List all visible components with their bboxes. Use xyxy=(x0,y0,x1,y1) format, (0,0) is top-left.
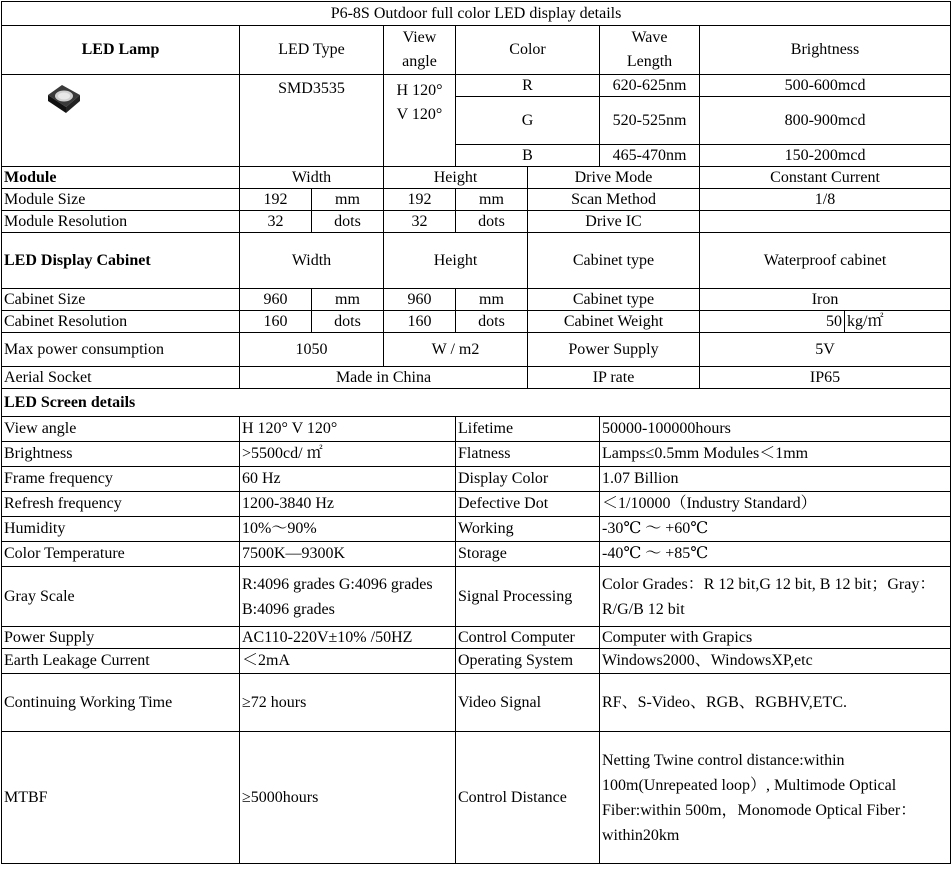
color-g: G xyxy=(456,97,600,145)
ip-rate-value: IP65 xyxy=(700,367,951,389)
screen-row-value-2: -40℃ ～ +85℃ xyxy=(600,542,951,567)
screen-row-value-2: Color Grades：R 12 bit,G 12 bit, B 12 bit；Gray：R/G/B 12 bit xyxy=(600,567,951,627)
screen-row-label: Frame frequency xyxy=(2,467,240,492)
cabinet-res-width: 160 xyxy=(240,311,312,333)
screen-row-value-2: 1.07 Billion xyxy=(600,467,951,492)
screen-details-header: LED Screen details xyxy=(2,389,951,417)
cabinet-size-height-unit: mm xyxy=(456,289,528,311)
page-title: P6-8S Outdoor full color LED display details xyxy=(2,2,951,26)
cabinet-weight-label: Cabinet Weight xyxy=(528,311,700,333)
brightness-header: Brightness xyxy=(700,26,951,75)
screen-row-label-2: Operating System xyxy=(456,649,600,674)
screen-row-value: 7500K—9300K xyxy=(240,542,456,567)
module-size-width-unit: mm xyxy=(312,189,384,211)
screen-row-value-2: Windows2000、WindowsXP,etc xyxy=(600,649,951,674)
aerial-socket-label: Aerial Socket xyxy=(2,367,240,389)
aerial-socket-value: Made in China xyxy=(240,367,528,389)
module-res-height: 32 xyxy=(384,211,456,233)
cabinet-res-width-unit: dots xyxy=(312,311,384,333)
led-type-header: LED Type xyxy=(240,26,384,75)
screen-row-label-2: Storage xyxy=(456,542,600,567)
cabinet-res-height-unit: dots xyxy=(456,311,528,333)
screen-row-label: Earth Leakage Current xyxy=(2,649,240,674)
color-r: R xyxy=(456,75,600,97)
screen-row-label: Gray Scale xyxy=(2,567,240,627)
cabinet-resolution-label: Cabinet Resolution xyxy=(2,311,240,333)
wave-b: 465-470nm xyxy=(600,145,700,167)
screen-row-label: Power Supply xyxy=(2,627,240,649)
cabinet-size-label: Cabinet Size xyxy=(2,289,240,311)
screen-row-label-2: Video Signal xyxy=(456,674,600,732)
screen-row-value: AC110-220V±10% /50HZ xyxy=(240,627,456,649)
power-supply-label: Power Supply xyxy=(528,333,700,367)
module-height-header: Height xyxy=(384,167,528,189)
module-width-header: Width xyxy=(240,167,384,189)
screen-row-value-2: Computer with Grapics xyxy=(600,627,951,649)
screen-row-label-2: Signal Processing xyxy=(456,567,600,627)
screen-row-value-2: Netting Twine control distance:within 100m(Unrepeated loop）, Multimode Optical Fiber:within 500m，Monomode Optical Fiber：within20km xyxy=(600,732,951,864)
screen-row-label: Color Temperature xyxy=(2,542,240,567)
screen-row-value: ＜2mA xyxy=(240,649,456,674)
view-angle-header: View angle xyxy=(384,26,456,75)
module-label: Module xyxy=(2,167,240,189)
screen-row-value: 60 Hz xyxy=(240,467,456,492)
screen-row-label-2: Lifetime xyxy=(456,417,600,442)
screen-row-label-2: Defective Dot xyxy=(456,492,600,517)
screen-row-value: ≥72 hours xyxy=(240,674,456,732)
color-b: B xyxy=(456,145,600,167)
screen-row-value-2: -30℃ ～ +60℃ xyxy=(600,517,951,542)
module-res-height-unit: dots xyxy=(456,211,528,233)
lamp-image-cell xyxy=(2,75,240,167)
module-res-width: 32 xyxy=(240,211,312,233)
max-power-label: Max power consumption xyxy=(2,333,240,367)
screen-row-value: >5500cd/ ㎡ xyxy=(240,442,456,467)
screen-row-value: 10%～90% xyxy=(240,517,456,542)
screen-row-label-2: Control Computer xyxy=(456,627,600,649)
cabinet-res-height: 160 xyxy=(384,311,456,333)
screen-row-label: Brightness xyxy=(2,442,240,467)
cabinet-material-value: Iron xyxy=(700,289,951,311)
lamp-header: LED Lamp xyxy=(2,26,240,75)
cabinet-type-value: Waterproof cabinet xyxy=(700,233,951,289)
cabinet-height-header: Height xyxy=(384,233,528,289)
module-size-height: 192 xyxy=(384,189,456,211)
scan-method-value: 1/8 xyxy=(700,189,951,211)
view-angle-value xyxy=(384,75,456,167)
cabinet-size-width-unit: mm xyxy=(312,289,384,311)
cabinet-label: LED Display Cabinet xyxy=(2,233,240,289)
drive-mode-value: Constant Current xyxy=(700,167,951,189)
brightness-b: 150-200mcd xyxy=(700,145,951,167)
screen-row-label-2: Display Color xyxy=(456,467,600,492)
module-size-height-unit: mm xyxy=(456,189,528,211)
cabinet-type-label: Cabinet type xyxy=(528,233,700,289)
wave-r: 620-625nm xyxy=(600,75,700,97)
cabinet-size-width: 960 xyxy=(240,289,312,311)
screen-row-label: Continuing Working Time xyxy=(2,674,240,732)
screen-row-label-2: Flatness xyxy=(456,442,600,467)
led-type-value: SMD3535 xyxy=(240,75,384,167)
drive-mode-label: Drive Mode xyxy=(528,167,700,189)
max-power-value: 1050 xyxy=(240,333,384,367)
screen-row-label: MTBF xyxy=(2,732,240,864)
screen-row-value: H 120° V 120° xyxy=(240,417,456,442)
screen-row-label-2: Working xyxy=(456,517,600,542)
color-header: Color xyxy=(456,26,600,75)
screen-row-value: ≥5000hours xyxy=(240,732,456,864)
screen-row-label: View angle xyxy=(2,417,240,442)
drive-ic-value xyxy=(700,211,951,233)
brightness-g: 800-900mcd xyxy=(700,97,951,145)
module-size-label: Module Size xyxy=(2,189,240,211)
power-supply-value: 5V xyxy=(700,333,951,367)
smd-led-lamp-icon xyxy=(44,81,84,117)
cabinet-size-height: 960 xyxy=(384,289,456,311)
screen-row-value: R:4096 grades G:4096 grades B:4096 grades xyxy=(240,567,456,627)
cabinet-weight-unit: kg/㎡ xyxy=(845,311,951,333)
cabinet-weight-value: 50 xyxy=(700,311,845,333)
spec-table xyxy=(1,1,951,864)
drive-ic-label: Drive IC xyxy=(528,211,700,233)
view-angle-h: H 120° xyxy=(396,82,443,99)
module-res-width-unit: dots xyxy=(312,211,384,233)
view-angle-v: V 120° xyxy=(396,106,443,123)
max-power-unit: W / m2 xyxy=(384,333,528,367)
scan-method-label: Scan Method xyxy=(528,189,700,211)
cabinet-material-label: Cabinet type xyxy=(528,289,700,311)
screen-row-value-2: ＜1/10000（Industry Standard） xyxy=(600,492,951,517)
screen-row-label: Humidity xyxy=(2,517,240,542)
screen-row-label-2: Control Distance xyxy=(456,732,600,864)
screen-row-value: 1200-3840 Hz xyxy=(240,492,456,517)
brightness-r: 500-600mcd xyxy=(700,75,951,97)
module-resolution-label: Module Resolution xyxy=(2,211,240,233)
wave-g: 520-525nm xyxy=(600,97,700,145)
ip-rate-label: IP rate xyxy=(528,367,700,389)
screen-row-value-2: Lamps≤0.5mm Modules＜1mm xyxy=(600,442,951,467)
screen-row-label: Refresh frequency xyxy=(2,492,240,517)
module-size-width: 192 xyxy=(240,189,312,211)
wave-length-header: Wave Length xyxy=(600,26,700,75)
cabinet-width-header: Width xyxy=(240,233,384,289)
screen-row-value-2: 50000-100000hours xyxy=(600,417,951,442)
screen-row-value-2: RF、S-Video、RGB、RGBHV,ETC. xyxy=(600,674,951,732)
